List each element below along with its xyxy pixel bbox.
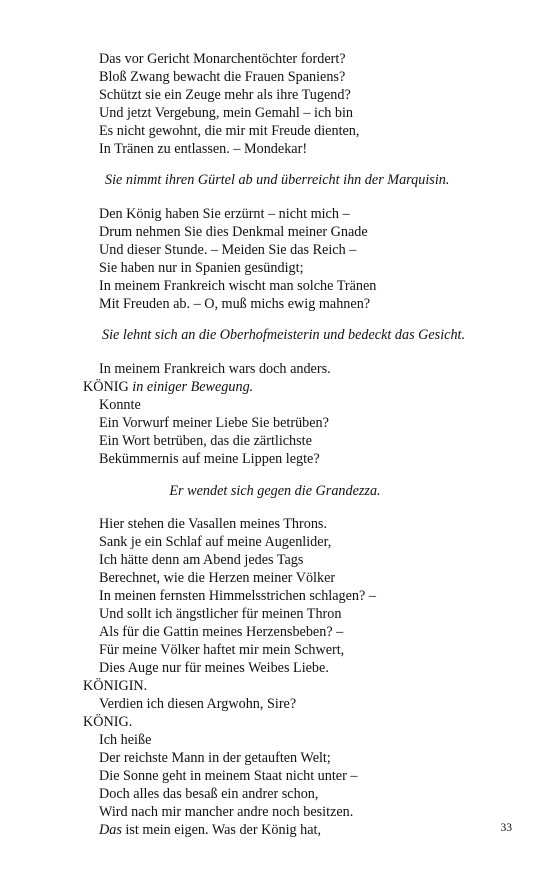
speaker-name: KÖNIG.: [83, 714, 133, 730]
verse-line: Die Sonne geht in meinem Staat nicht unter –: [99, 768, 358, 784]
verse-line: Sie haben nur in Spanien gesündigt;: [99, 260, 304, 276]
verse-line: [99, 821, 321, 839]
verse-line: Drum nehmen Sie dies Denkmal meiner Gnade: [99, 224, 368, 240]
verse-line: In meinen fernsten Himmelsstrichen schlagen? –: [99, 588, 376, 604]
verse-line: Als für die Gattin meines Herzensbeben? –: [99, 624, 344, 640]
speaker-heading: [83, 378, 253, 396]
speaker-name: KÖNIGIN.: [83, 678, 148, 694]
verse-line: Doch alles das besaß ein andrer schon,: [99, 786, 319, 802]
verse-line: Und dieser Stunde. – Meiden Sie das Reich –: [99, 242, 357, 258]
stage-direction: Sie nimmt ihren Gürtel ab und überreicht ihn der Marquisin.: [105, 172, 450, 188]
verse-line: In meinem Frankreich wars doch anders.: [99, 361, 331, 377]
verse-line: Der reichste Mann in der getauften Welt;: [99, 750, 331, 766]
verse-line: Verdien ich diesen Argwohn, Sire?: [99, 696, 297, 712]
verse-line: Ein Wort betrüben, das die zärtlichste: [99, 433, 312, 449]
line-continuation: ist mein eigen. Was der König hat,: [121, 822, 322, 838]
verse-line: Das vor Gericht Monarchentöchter fordert?: [99, 51, 346, 67]
verse-line: Ein Vorwurf meiner Liebe Sie betrüben?: [99, 415, 329, 431]
verse-line: In Tränen zu entlassen. – Mondekar!: [99, 141, 308, 157]
verse-line: Konnte: [99, 397, 141, 413]
verse-line: Bekümmernis auf meine Lippen legte?: [99, 451, 320, 467]
verse-line: Berechnet, wie die Herzen meiner Völker: [99, 570, 336, 586]
verse-line: Wird nach mir mancher andre noch besitzen.: [99, 804, 354, 820]
stage-direction: Sie lehnt sich an die Oberhofmeisterin und bedeckt das Gesicht.: [102, 327, 466, 343]
verse-line: Ich hätte denn am Abend jedes Tags: [99, 552, 304, 568]
speaker-direction: in einiger Bewegung.: [132, 379, 254, 395]
verse-line: Mit Freuden ab. – O, muß michs ewig mahnen?: [99, 296, 371, 312]
verse-line: Dies Auge nur für meines Weibes Liebe.: [99, 660, 329, 676]
verse-line: Und sollt ich ängstlicher für meinen Thron: [99, 606, 342, 622]
verse-line: Für meine Völker haftet mir mein Schwert,: [99, 642, 345, 658]
verse-line: Hier stehen die Vasallen meines Throns.: [99, 516, 327, 532]
verse-line: Ich heiße: [99, 732, 152, 748]
stage-direction: Er wendet sich gegen die Grandezza.: [169, 483, 381, 499]
verse-line: In meinem Frankreich wischt man solche Tränen: [99, 278, 377, 294]
verse-line: Und jetzt Vergebung, mein Gemahl – ich bin: [99, 105, 354, 121]
verse-line: Sank je ein Schlaf auf meine Augenlider,: [99, 534, 332, 550]
verse-line: Bloß Zwang bewacht die Frauen Spaniens?: [99, 69, 346, 85]
verse-line: Es nicht gewohnt, die mir mit Freude dienten,: [99, 123, 360, 139]
emphasized-word: Das: [99, 822, 122, 838]
verse-line: Den König haben Sie erzürnt – nicht mich –: [99, 206, 350, 222]
speaker-name: KÖNIG: [83, 379, 129, 395]
page-number: 33: [500, 822, 512, 834]
verse-line: Schützt sie ein Zeuge mehr als ihre Tugend?: [99, 87, 351, 103]
